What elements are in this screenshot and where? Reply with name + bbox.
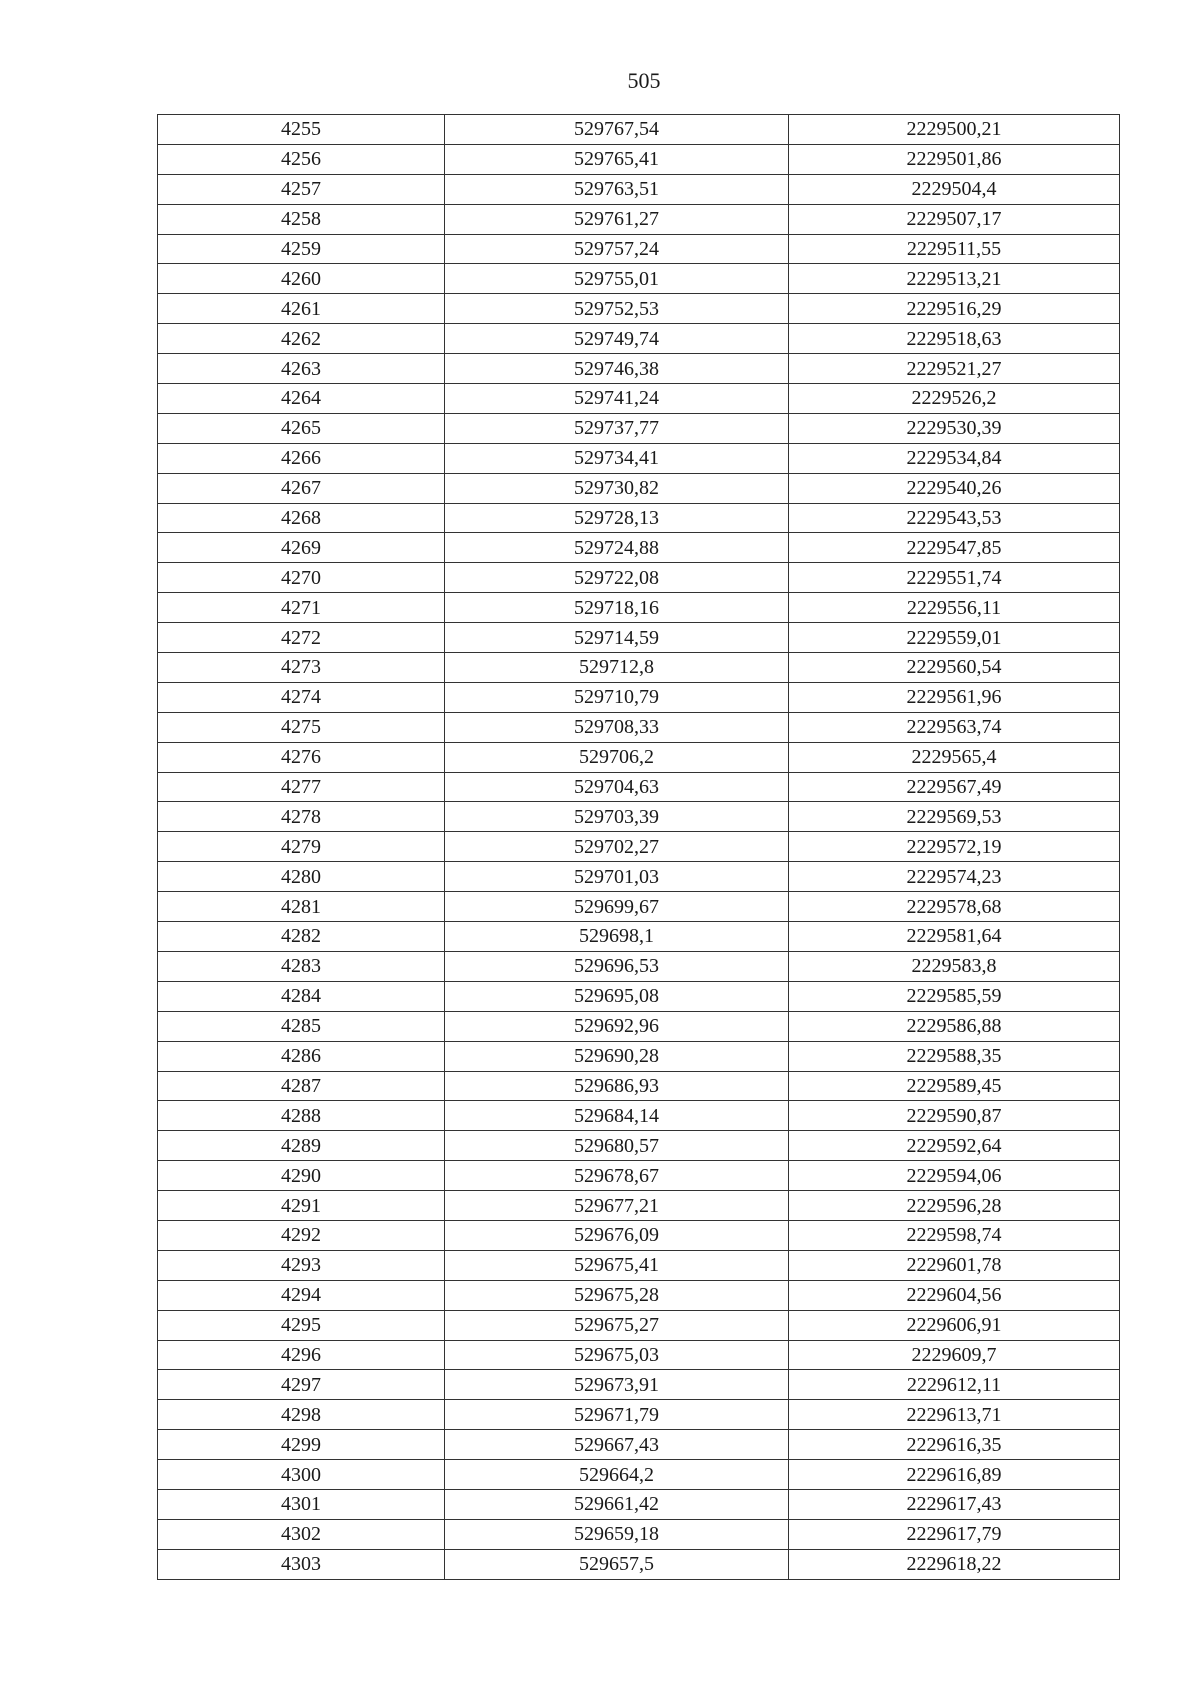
point-number-cell: 4257 [158,174,445,204]
x-coordinate-cell: 529675,03 [445,1340,789,1370]
x-coordinate-cell: 529746,38 [445,354,789,384]
point-number-cell: 4294 [158,1280,445,1310]
x-coordinate-cell: 529657,5 [445,1549,789,1579]
y-coordinate-cell: 2229569,53 [789,802,1120,832]
point-number-cell: 4279 [158,832,445,862]
y-coordinate-cell: 2229616,89 [789,1460,1120,1490]
y-coordinate-cell: 2229617,43 [789,1489,1120,1519]
point-number-cell: 4262 [158,324,445,354]
y-coordinate-cell: 2229596,28 [789,1191,1120,1221]
point-number-cell: 4272 [158,623,445,653]
table-row [158,354,1120,384]
point-number-cell: 4288 [158,1101,445,1131]
y-coordinate-cell: 2229586,88 [789,1011,1120,1041]
table-row [158,832,1120,862]
y-coordinate-cell: 2229578,68 [789,892,1120,922]
table-row [158,294,1120,324]
table-row [158,1131,1120,1161]
point-number-cell: 4258 [158,204,445,234]
y-coordinate-cell: 2229612,11 [789,1370,1120,1400]
coordinates-table-body [158,115,1120,1580]
table-row [158,1161,1120,1191]
point-number-cell: 4280 [158,862,445,892]
table-row [158,1519,1120,1549]
x-coordinate-cell: 529684,14 [445,1101,789,1131]
y-coordinate-cell: 2229613,71 [789,1400,1120,1430]
point-number-cell: 4274 [158,682,445,712]
x-coordinate-cell: 529677,21 [445,1191,789,1221]
point-number-cell: 4290 [158,1161,445,1191]
y-coordinate-cell: 2229590,87 [789,1101,1120,1131]
table-row [158,1250,1120,1280]
table-row [158,1549,1120,1579]
y-coordinate-cell: 2229543,53 [789,503,1120,533]
y-coordinate-cell: 2229556,11 [789,593,1120,623]
point-number-cell: 4281 [158,892,445,922]
y-coordinate-cell: 2229561,96 [789,682,1120,712]
point-number-cell: 4285 [158,1011,445,1041]
table-row [158,1280,1120,1310]
point-number-cell: 4256 [158,144,445,174]
x-coordinate-cell: 529714,59 [445,623,789,653]
table-row [158,682,1120,712]
point-number-cell: 4300 [158,1460,445,1490]
x-coordinate-cell: 529706,2 [445,742,789,772]
y-coordinate-cell: 2229560,54 [789,653,1120,683]
y-coordinate-cell: 2229563,74 [789,712,1120,742]
table-row [158,1340,1120,1370]
point-number-cell: 4276 [158,742,445,772]
point-number-cell: 4287 [158,1071,445,1101]
table-row [158,922,1120,952]
table-row [158,981,1120,1011]
x-coordinate-cell: 529718,16 [445,593,789,623]
x-coordinate-cell: 529737,77 [445,413,789,443]
y-coordinate-cell: 2229511,55 [789,234,1120,264]
x-coordinate-cell: 529686,93 [445,1071,789,1101]
point-number-cell: 4266 [158,443,445,473]
x-coordinate-cell: 529704,63 [445,772,789,802]
x-coordinate-cell: 529722,08 [445,563,789,593]
point-number-cell: 4255 [158,115,445,145]
point-number-cell: 4277 [158,772,445,802]
y-coordinate-cell: 2229585,59 [789,981,1120,1011]
x-coordinate-cell: 529712,8 [445,653,789,683]
table-row [158,1400,1120,1430]
table-row [158,1460,1120,1490]
y-coordinate-cell: 2229565,4 [789,742,1120,772]
x-coordinate-cell: 529730,82 [445,473,789,503]
y-coordinate-cell: 2229559,01 [789,623,1120,653]
point-number-cell: 4286 [158,1041,445,1071]
y-coordinate-cell: 2229583,8 [789,951,1120,981]
x-coordinate-cell: 529698,1 [445,922,789,952]
x-coordinate-cell: 529752,53 [445,294,789,324]
point-number-cell: 4298 [158,1400,445,1430]
point-number-cell: 4297 [158,1370,445,1400]
x-coordinate-cell: 529734,41 [445,443,789,473]
y-coordinate-cell: 2229567,49 [789,772,1120,802]
x-coordinate-cell: 529710,79 [445,682,789,712]
x-coordinate-cell: 529675,41 [445,1250,789,1280]
point-number-cell: 4278 [158,802,445,832]
x-coordinate-cell: 529765,41 [445,144,789,174]
point-number-cell: 4289 [158,1131,445,1161]
x-coordinate-cell: 529695,08 [445,981,789,1011]
x-coordinate-cell: 529741,24 [445,384,789,414]
x-coordinate-cell: 529728,13 [445,503,789,533]
x-coordinate-cell: 529676,09 [445,1220,789,1250]
point-number-cell: 4270 [158,563,445,593]
x-coordinate-cell: 529699,67 [445,892,789,922]
y-coordinate-cell: 2229540,26 [789,473,1120,503]
table-row [158,533,1120,563]
x-coordinate-cell: 529749,74 [445,324,789,354]
x-coordinate-cell: 529671,79 [445,1400,789,1430]
table-row [158,234,1120,264]
y-coordinate-cell: 2229581,64 [789,922,1120,952]
y-coordinate-cell: 2229521,27 [789,354,1120,384]
table-row [158,802,1120,832]
table-row [158,503,1120,533]
y-coordinate-cell: 2229513,21 [789,264,1120,294]
point-number-cell: 4265 [158,413,445,443]
y-coordinate-cell: 2229601,78 [789,1250,1120,1280]
y-coordinate-cell: 2229606,91 [789,1310,1120,1340]
table-row [158,443,1120,473]
point-number-cell: 4303 [158,1549,445,1579]
y-coordinate-cell: 2229588,35 [789,1041,1120,1071]
x-coordinate-cell: 529761,27 [445,204,789,234]
x-coordinate-cell: 529659,18 [445,1519,789,1549]
y-coordinate-cell: 2229501,86 [789,144,1120,174]
x-coordinate-cell: 529724,88 [445,533,789,563]
x-coordinate-cell: 529675,28 [445,1280,789,1310]
point-number-cell: 4299 [158,1430,445,1460]
y-coordinate-cell: 2229518,63 [789,324,1120,354]
y-coordinate-cell: 2229598,74 [789,1220,1120,1250]
point-number-cell: 4291 [158,1191,445,1221]
table-row [158,892,1120,922]
y-coordinate-cell: 2229604,56 [789,1280,1120,1310]
point-number-cell: 4261 [158,294,445,324]
y-coordinate-cell: 2229534,84 [789,443,1120,473]
point-number-cell: 4302 [158,1519,445,1549]
y-coordinate-cell: 2229592,64 [789,1131,1120,1161]
point-number-cell: 4264 [158,384,445,414]
point-number-cell: 4273 [158,653,445,683]
table-row [158,593,1120,623]
y-coordinate-cell: 2229617,79 [789,1519,1120,1549]
table-row [158,1220,1120,1250]
point-number-cell: 4275 [158,712,445,742]
table-row [158,1370,1120,1400]
x-coordinate-cell: 529757,24 [445,234,789,264]
table-row [158,1310,1120,1340]
point-number-cell: 4295 [158,1310,445,1340]
x-coordinate-cell: 529767,54 [445,115,789,145]
table-row [158,951,1120,981]
table-row [158,264,1120,294]
table-row [158,712,1120,742]
x-coordinate-cell: 529678,67 [445,1161,789,1191]
y-coordinate-cell: 2229551,74 [789,563,1120,593]
table-row [158,1489,1120,1519]
x-coordinate-cell: 529675,27 [445,1310,789,1340]
point-number-cell: 4282 [158,922,445,952]
point-number-cell: 4263 [158,354,445,384]
x-coordinate-cell: 529692,96 [445,1011,789,1041]
y-coordinate-cell: 2229572,19 [789,832,1120,862]
table-row [158,1011,1120,1041]
table-row [158,772,1120,802]
table-row [158,413,1120,443]
table-row [158,384,1120,414]
x-coordinate-cell: 529661,42 [445,1489,789,1519]
x-coordinate-cell: 529703,39 [445,802,789,832]
point-number-cell: 4271 [158,593,445,623]
y-coordinate-cell: 2229618,22 [789,1549,1120,1579]
x-coordinate-cell: 529664,2 [445,1460,789,1490]
table-row [158,144,1120,174]
table-row [158,1071,1120,1101]
y-coordinate-cell: 2229516,29 [789,294,1120,324]
point-number-cell: 4259 [158,234,445,264]
point-number-cell: 4283 [158,951,445,981]
table-row [158,204,1120,234]
point-number-cell: 4267 [158,473,445,503]
point-number-cell: 4296 [158,1340,445,1370]
y-coordinate-cell: 2229589,45 [789,1071,1120,1101]
x-coordinate-cell: 529696,53 [445,951,789,981]
table-row [158,653,1120,683]
y-coordinate-cell: 2229547,85 [789,533,1120,563]
table-row [158,742,1120,772]
y-coordinate-cell: 2229526,2 [789,384,1120,414]
x-coordinate-cell: 529667,43 [445,1430,789,1460]
y-coordinate-cell: 2229504,4 [789,174,1120,204]
table-row [158,563,1120,593]
table-row [158,1430,1120,1460]
point-number-cell: 4301 [158,1489,445,1519]
x-coordinate-cell: 529755,01 [445,264,789,294]
table-row [158,1191,1120,1221]
x-coordinate-cell: 529701,03 [445,862,789,892]
x-coordinate-cell: 529680,57 [445,1131,789,1161]
point-number-cell: 4268 [158,503,445,533]
x-coordinate-cell: 529673,91 [445,1370,789,1400]
point-number-cell: 4284 [158,981,445,1011]
page-number: 505 [627,68,661,93]
table-row [158,115,1120,145]
point-number-cell: 4293 [158,1250,445,1280]
y-coordinate-cell: 2229609,7 [789,1340,1120,1370]
table-row [158,324,1120,354]
y-coordinate-cell: 2229530,39 [789,413,1120,443]
table-row [158,623,1120,653]
table-row [158,1041,1120,1071]
y-coordinate-cell: 2229594,06 [789,1161,1120,1191]
x-coordinate-cell: 529708,33 [445,712,789,742]
table-row [158,174,1120,204]
table-row [158,473,1120,503]
point-number-cell: 4292 [158,1220,445,1250]
coordinates-table [157,114,1120,1580]
y-coordinate-cell: 2229507,17 [789,204,1120,234]
y-coordinate-cell: 2229500,21 [789,115,1120,145]
y-coordinate-cell: 2229616,35 [789,1430,1120,1460]
table-row [158,1101,1120,1131]
point-number-cell: 4260 [158,264,445,294]
point-number-cell: 4269 [158,533,445,563]
y-coordinate-cell: 2229574,23 [789,862,1120,892]
x-coordinate-cell: 529690,28 [445,1041,789,1071]
x-coordinate-cell: 529702,27 [445,832,789,862]
x-coordinate-cell: 529763,51 [445,174,789,204]
table-row [158,862,1120,892]
